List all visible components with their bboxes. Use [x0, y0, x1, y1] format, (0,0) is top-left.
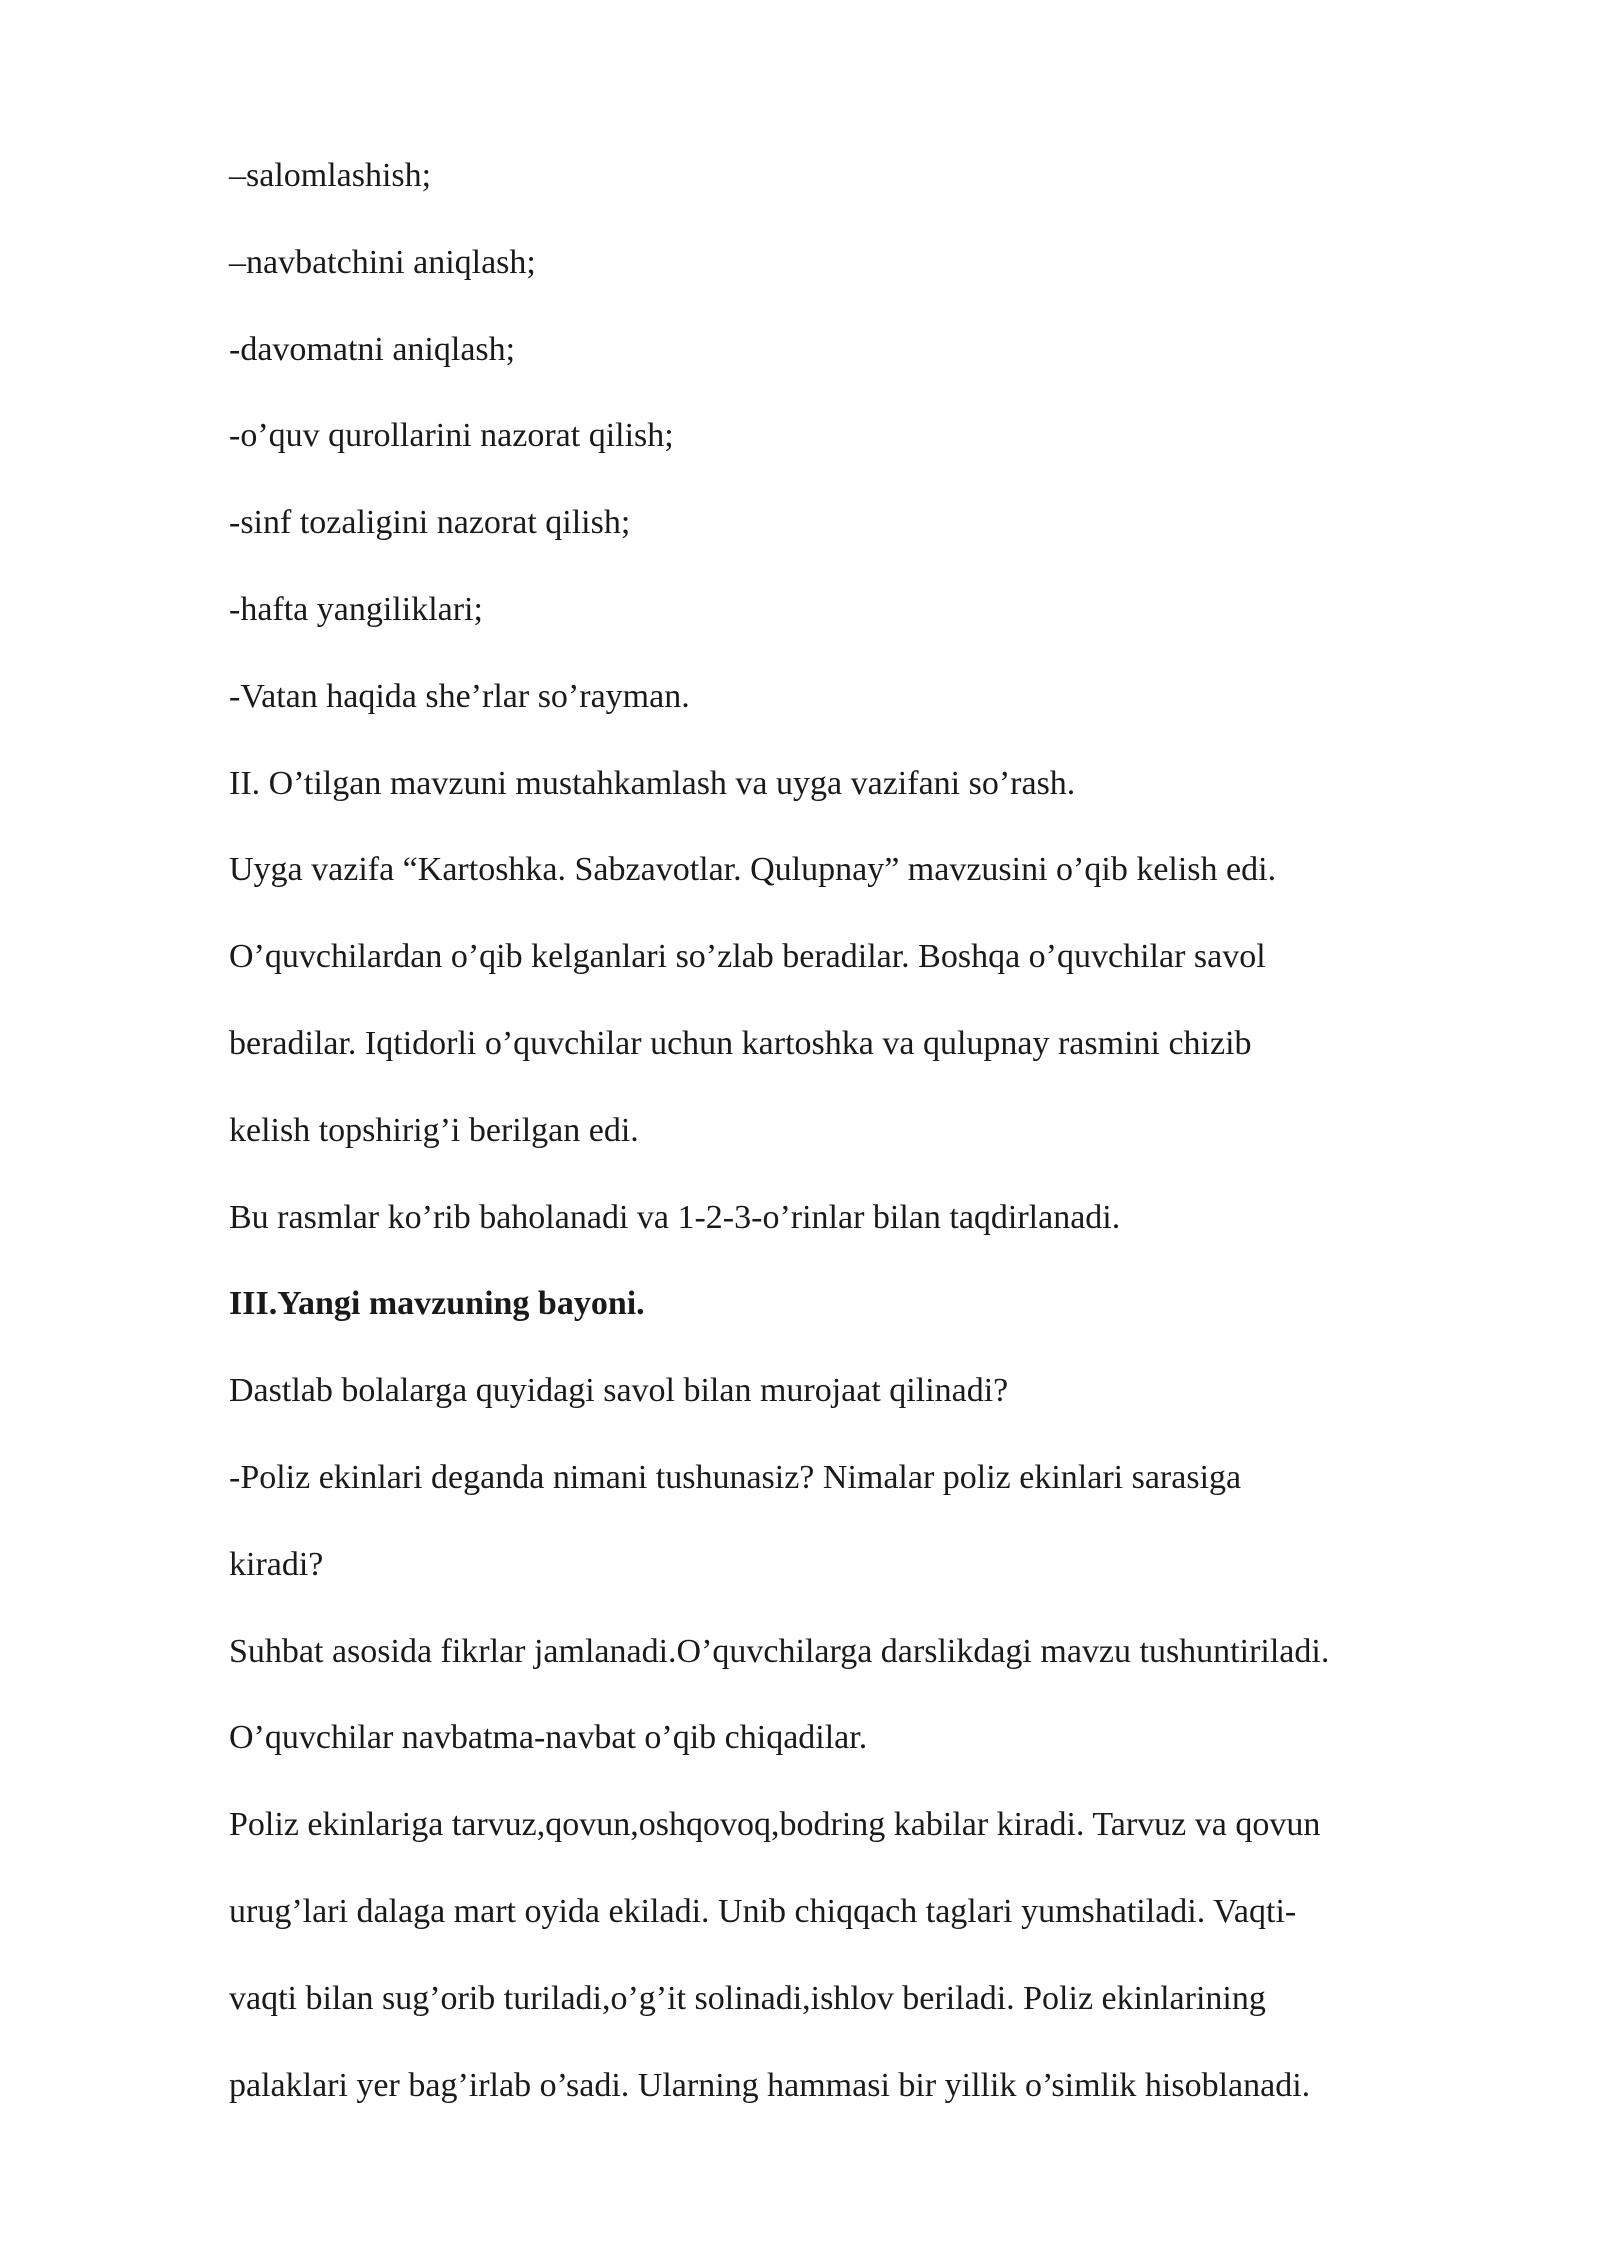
- paragraph-line: urug’lari dalaga mart oyida ekiladi. Unib chiqqach taglari yumshatiladi. Vaqti-: [229, 1892, 1297, 1930]
- section-heading: II. O’tilgan mavzuni mustahkamlash va uyga vazifani so’rash.: [229, 764, 1076, 802]
- paragraph-line: Dastlab bolalarga quyidagi savol bilan murojaat qilinadi?: [229, 1372, 1009, 1410]
- paragraph-line: O’quvchilardan o’qib kelganlari so’zlab beradilar. Boshqa o’quvchilar savol: [229, 938, 1266, 976]
- list-item: -hafta yangiliklari;: [229, 590, 483, 628]
- paragraph-line: kiradi?: [229, 1545, 324, 1583]
- paragraph-line: palaklari yer bag’irlab o’sadi. Ularning hammasi bir yillik o’simlik hisoblanadi.: [229, 2066, 1311, 2104]
- paragraph-line: kelish topshirig’i berilgan edi.: [229, 1111, 639, 1149]
- list-item: –navbatchini aniqlash;: [229, 243, 536, 281]
- list-item: -Vatan haqida she’rlar so’rayman.: [229, 677, 690, 715]
- list-item: -o’quv qurollarini nazorat qilish;: [229, 417, 674, 455]
- list-item: –salomlashish;: [229, 157, 432, 194]
- paragraph-line: beradilar. Iqtidorli o’quvchilar uchun kartoshka va qulupnay rasmini chizib: [229, 1024, 1252, 1062]
- section-heading-bold: III.Yangi mavzuning bayoni.: [229, 1285, 645, 1323]
- paragraph-line: O’quvchilar navbatma-navbat o’qib chiqadilar.: [229, 1719, 868, 1757]
- paragraph-line: Uyga vazifa “Kartoshka. Sabzavotlar. Qulupnay” mavzusini o’qib kelish edi.: [229, 851, 1277, 889]
- document-body: [229, 146, 1469, 2142]
- list-item: -sinf tozaligini nazorat qilish;: [229, 504, 631, 542]
- list-item: -davomatni aniqlash;: [229, 330, 516, 368]
- paragraph-line: Bu rasmlar ko’rib baholanadi va 1-2-3-o’rinlar bilan taqdirlanadi.: [229, 1198, 1121, 1236]
- paragraph-line: vaqti bilan sug’orib turiladi,o’g’it solinadi,ishlov beriladi. Poliz ekinlarining: [229, 1979, 1266, 2017]
- paragraph-line: Suhbat asosida fikrlar jamlanadi.O’quvchilarga darslikdagi mavzu tushuntiriladi.: [229, 1632, 1330, 1670]
- paragraph-line: -Poliz ekinlari deganda nimani tushunasiz? Nimalar poliz ekinlari sarasiga: [229, 1458, 1242, 1496]
- paragraph-line: Poliz ekinlariga tarvuz,qovun,oshqovoq,bodring kabilar kiradi. Tarvuz va qovun: [229, 1806, 1321, 1844]
